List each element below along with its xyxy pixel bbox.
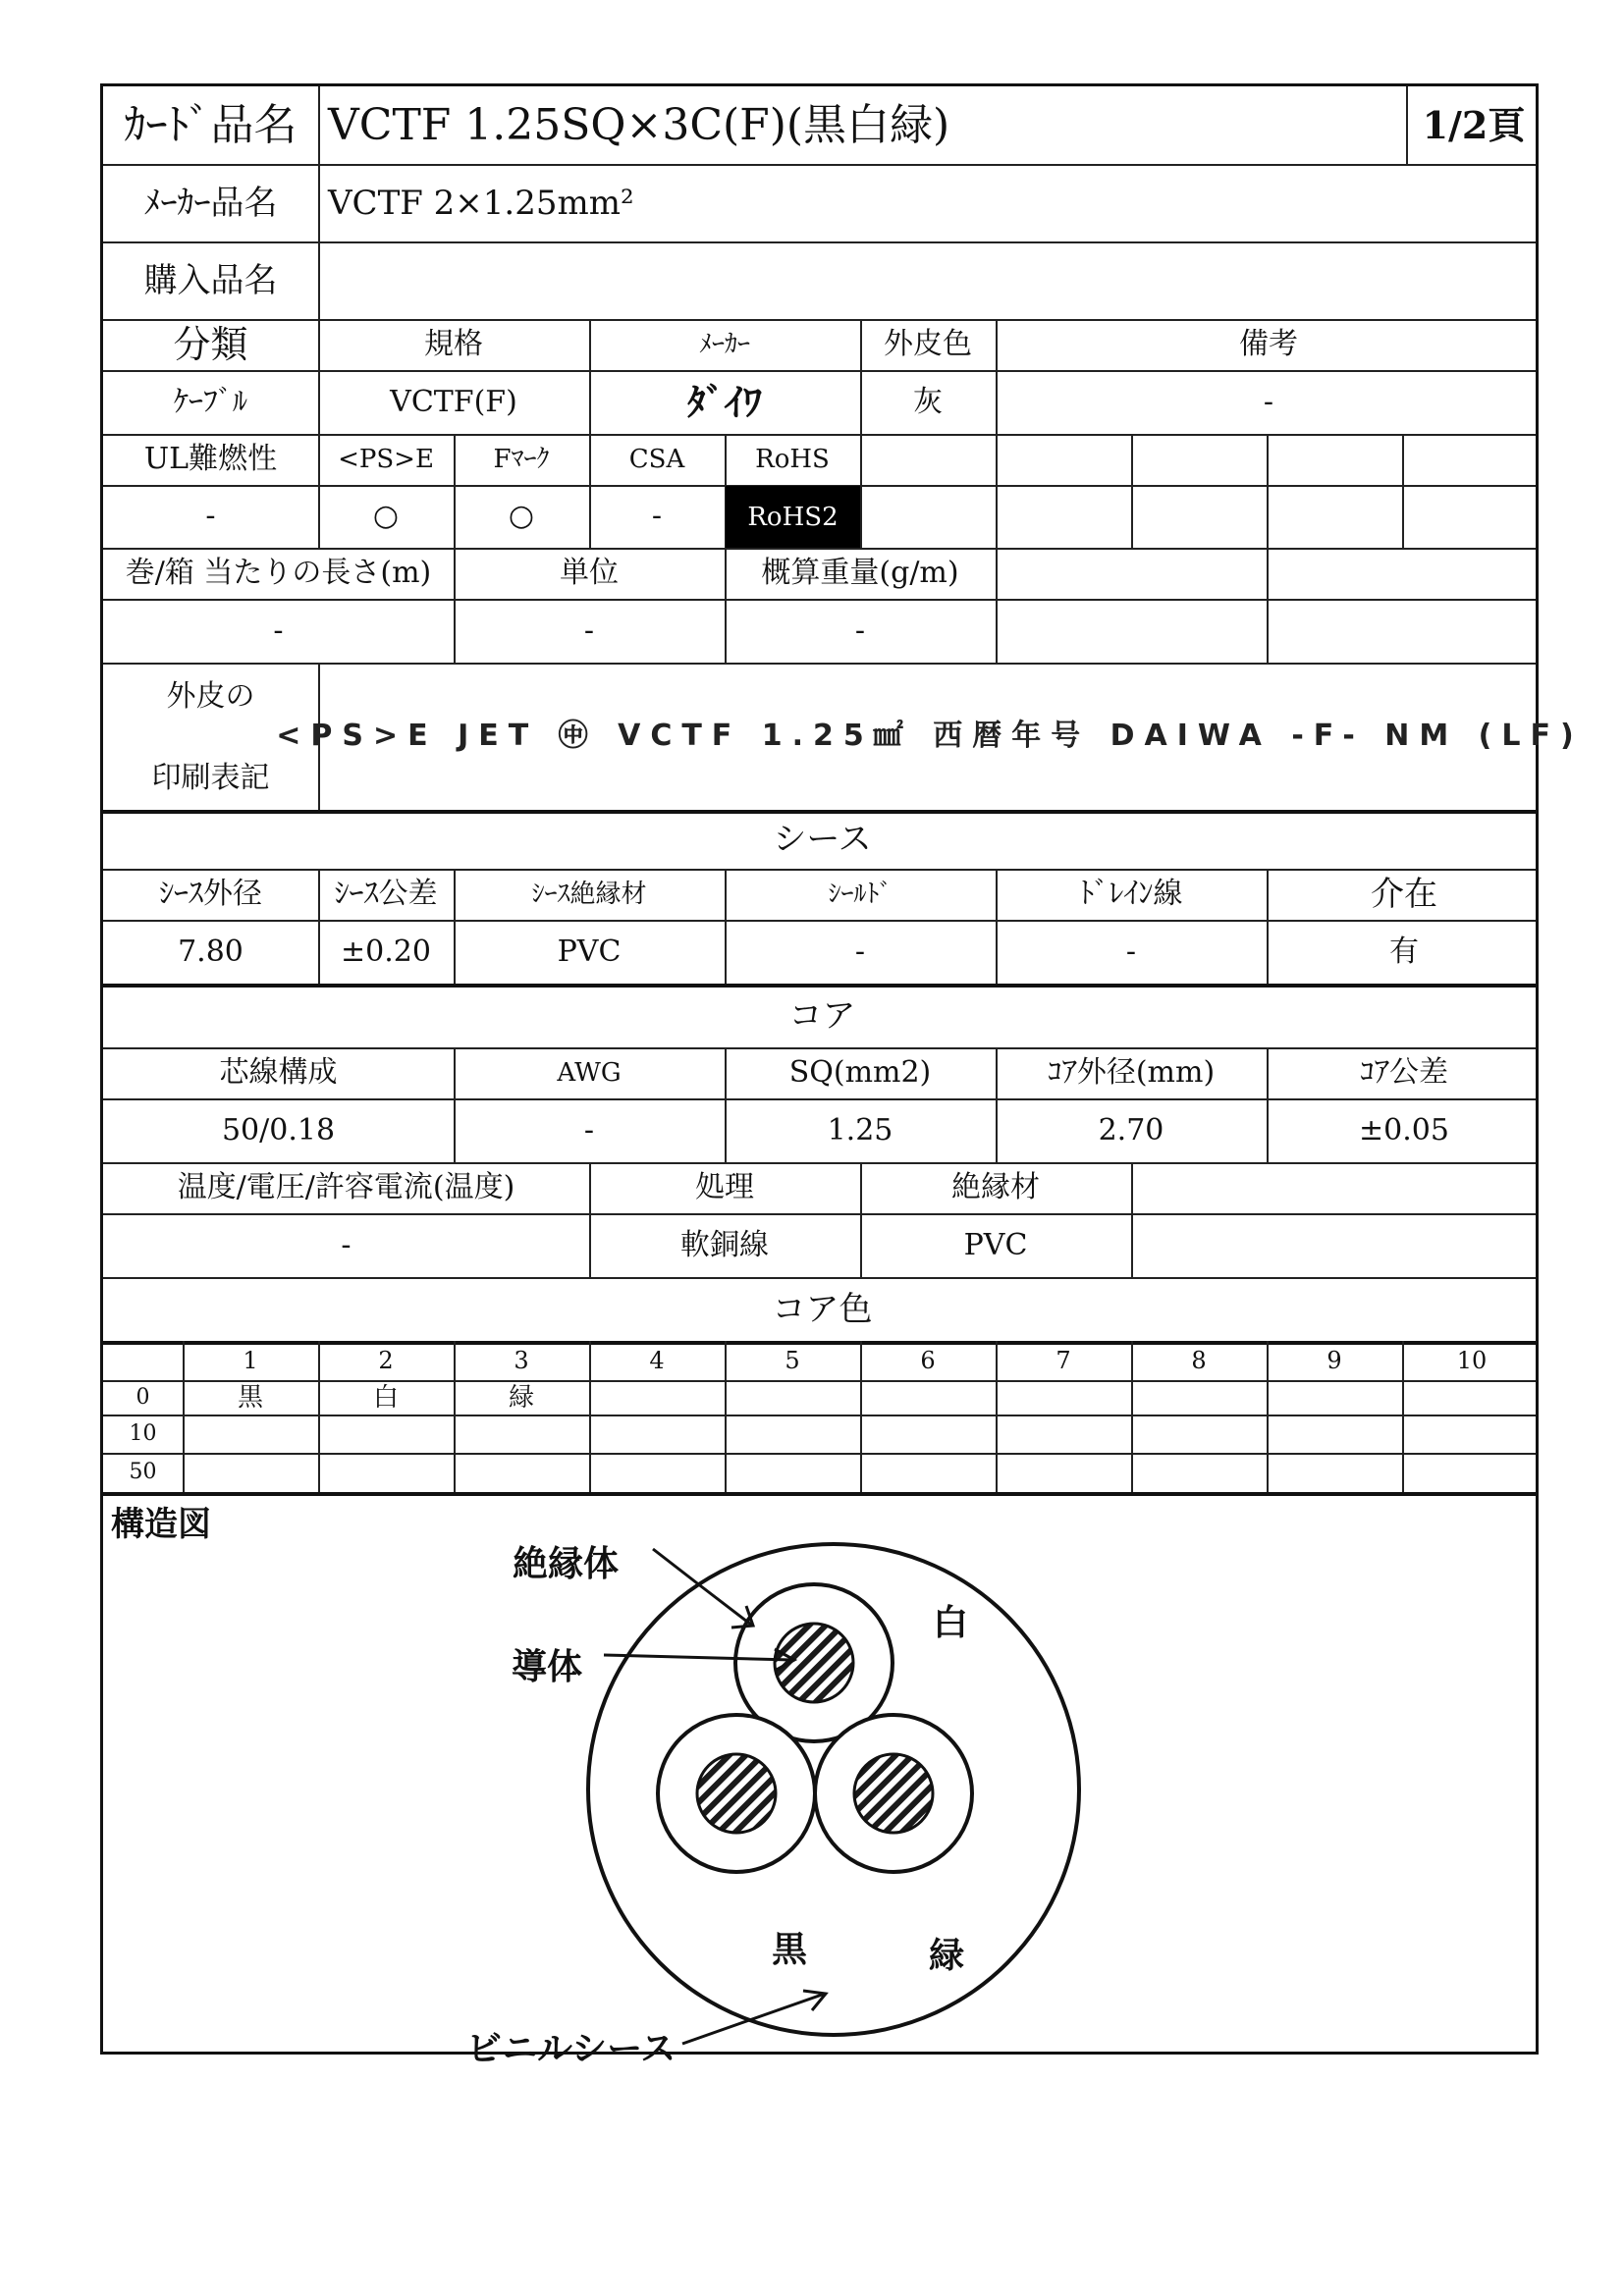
core-od-value: 2.70	[1098, 1112, 1164, 1148]
core-color-cell: 黒	[237, 1382, 263, 1413]
core-color-cell	[996, 1380, 1131, 1415]
rating-header-blank	[1131, 1162, 1542, 1213]
core-color-cell	[1267, 1453, 1402, 1492]
core-color-row-label: 10	[129, 1420, 157, 1446]
classification-value: ｹｰﾌﾞﾙ	[174, 384, 247, 419]
weight-value: -	[854, 613, 866, 648]
sheath-color-value: 灰	[913, 384, 943, 419]
core-color-column-header: 2	[378, 1347, 394, 1374]
core-section-title: コア	[788, 995, 856, 1036]
core-od-header: ｺｱ外径(mm)	[1047, 1055, 1216, 1090]
sq-value: 1.25	[827, 1112, 893, 1148]
shield-value: -	[854, 934, 866, 969]
csa-header: CSA	[628, 445, 685, 474]
cable-cross-section-diagram	[103, 1494, 1536, 2052]
sheath-tolerance-value: ±0.20	[341, 934, 431, 969]
core-color-cell	[318, 1453, 454, 1492]
core-color-column-header: 8	[1191, 1347, 1207, 1374]
sheath-od-value: 7.80	[178, 934, 244, 969]
sheath-tolerance-header: ｼｰｽ公差	[334, 877, 438, 911]
core-color-cell	[1131, 1380, 1267, 1415]
pse-value: ○	[372, 499, 400, 533]
spec-sheet	[100, 83, 1584, 2069]
white-color-label: 白	[933, 1603, 969, 1643]
f-mark-header: Fﾏｰｸ	[493, 445, 550, 474]
weight-header: 概算重量(g/m)	[761, 556, 959, 590]
core-color-section-title: コア色	[772, 1289, 873, 1329]
cert-value-blank	[1402, 485, 1542, 548]
core-color-cell: 白	[372, 1382, 399, 1413]
page-number: 1/2頁	[1422, 102, 1526, 147]
insulator-leader-line	[653, 1549, 751, 1625]
remarks-header: 備考	[1239, 327, 1298, 361]
core-color-cell	[589, 1415, 725, 1453]
core-tolerance-header: ｺｱ公差	[1360, 1055, 1448, 1090]
core-color-cell	[996, 1415, 1131, 1453]
core-color-column-header: 4	[649, 1347, 665, 1374]
unit-header: 単位	[560, 556, 619, 590]
core-color-cell	[1267, 1380, 1402, 1415]
unit-value: -	[583, 613, 595, 648]
ul-flame-header: UL難燃性	[143, 442, 278, 476]
strand-config-value: 50/0.18	[221, 1112, 336, 1148]
rating-header: 温度/電圧/許容電流(温度)	[177, 1170, 515, 1204]
shield-header: ｼｰﾙﾄﾞ	[828, 880, 893, 909]
core-color-cell	[860, 1415, 996, 1453]
sheath-material-header: ｼｰｽ絶縁材	[531, 880, 647, 909]
sheath-leader-line	[682, 1994, 825, 2044]
csa-value: -	[651, 499, 663, 533]
core-color-cell	[725, 1380, 860, 1415]
rohs-header: RoHS	[755, 445, 830, 474]
classification-header: 分類	[173, 323, 248, 366]
length-per-reel-header: 巻/箱 当たりの長さ(m)	[125, 556, 432, 590]
core-color-cell	[860, 1380, 996, 1415]
maker-header: ﾒｰｶｰ	[698, 330, 750, 359]
print-marking-label-bottom: 印刷表記	[151, 761, 270, 795]
insulation-header: 絶縁材	[951, 1170, 1040, 1204]
pse-header: <PS>E	[338, 445, 434, 474]
ul-flame-value: -	[205, 499, 216, 533]
cert-header-blank	[996, 434, 1131, 485]
core-color-row-label: 0	[135, 1384, 150, 1410]
print-marking-text: <PS>E JET ㊥ VCTF 1.25㎟ 西暦年号 DAIWA -F- NM (LF)	[276, 719, 1584, 753]
sheath-od-header: ｼｰｽ外径	[159, 877, 262, 911]
core-color-row-label: 50	[129, 1460, 157, 1484]
core-color-cell	[1131, 1453, 1267, 1492]
awg-header: AWG	[557, 1058, 622, 1088]
insulator-label: 絶縁体	[513, 1544, 620, 1584]
cert-header-blank	[1131, 434, 1267, 485]
conductor-label: 導体	[512, 1647, 583, 1687]
insulation-value: PVC	[963, 1227, 1028, 1262]
sq-header: SQ(mm2)	[788, 1055, 932, 1090]
structure-title: 構造図	[111, 1505, 211, 1544]
treatment-header: 処理	[695, 1170, 754, 1204]
core-color-cell: 緑	[508, 1382, 534, 1413]
black-core-conductor	[697, 1754, 776, 1833]
maker-name-label: ﾒｰｶｰ品名	[143, 183, 278, 223]
purchase-name	[318, 241, 1542, 319]
cert-value-blank	[996, 485, 1131, 548]
core-color-column-header: 9	[1326, 1347, 1342, 1374]
core-tolerance-value: ±0.05	[1359, 1112, 1449, 1148]
length-value-blank	[996, 599, 1267, 663]
core-color-cell	[725, 1453, 860, 1492]
green-color-label: 緑	[929, 1936, 965, 1976]
drain-wire-header: ﾄﾞﾚｲﾝ線	[1079, 877, 1183, 911]
black-color-label: 黒	[772, 1930, 808, 1970]
length-header-blank	[996, 548, 1267, 599]
vinyl-sheath-label: ビニルシース	[466, 2029, 677, 2069]
drain-wire-value: -	[1125, 934, 1137, 969]
core-color-cell	[589, 1453, 725, 1492]
core-color-cell	[318, 1415, 454, 1453]
maker-name: VCTF 2×1.25mm²	[328, 183, 634, 223]
core-color-cell	[996, 1453, 1131, 1492]
cert-header-blank	[860, 434, 996, 485]
core-color-column-header: 3	[514, 1347, 529, 1374]
length-value-blank	[1267, 599, 1542, 663]
sheath-color-header: 外皮色	[884, 327, 972, 361]
cert-value-blank	[860, 485, 996, 548]
remarks-value: -	[1263, 384, 1274, 419]
core-color-cell	[454, 1453, 589, 1492]
core-color-cell	[1402, 1415, 1542, 1453]
core-color-column-header: 1	[243, 1347, 258, 1374]
rating-value-blank	[1131, 1213, 1542, 1277]
cert-header-blank	[1402, 434, 1542, 485]
treatment-value: 軟銅線	[680, 1227, 769, 1262]
core-color-cell	[1267, 1415, 1402, 1453]
cert-header-blank	[1267, 434, 1402, 485]
core-color-cell	[1402, 1453, 1542, 1492]
core-color-column-header: 10	[1456, 1347, 1488, 1374]
core-color-cell	[1402, 1380, 1542, 1415]
length-per-reel-value: -	[273, 613, 284, 648]
core-color-cell	[183, 1453, 318, 1492]
awg-value: -	[583, 1112, 595, 1148]
cert-value-blank	[1267, 485, 1402, 548]
filler-value: 有	[1389, 934, 1419, 969]
core-color-cell	[183, 1415, 318, 1453]
rohs-value: RoHS2	[726, 486, 860, 548]
core-color-cell	[860, 1453, 996, 1492]
cert-value-blank	[1131, 485, 1267, 548]
green-core-conductor	[854, 1754, 933, 1833]
core-color-cell	[725, 1415, 860, 1453]
core-color-column-header: 7	[1056, 1347, 1071, 1374]
standard-value: VCTF(F)	[390, 384, 517, 419]
core-color-column-header: 5	[785, 1347, 800, 1374]
f-mark-value: ○	[508, 499, 535, 533]
core-color-cell	[454, 1415, 589, 1453]
print-marking-label-top: 外皮の	[166, 679, 255, 714]
length-header-blank	[1267, 548, 1542, 599]
purchase-name-label: 購入品名	[143, 260, 278, 300]
filler-header: 介在	[1371, 875, 1437, 914]
core-color-column-header: 6	[920, 1347, 936, 1374]
sheath-section-title: シース	[773, 820, 872, 859]
sheath-material-value: PVC	[557, 934, 622, 969]
rating-value: -	[341, 1227, 352, 1262]
card-name-label: ｶｰﾄﾞ品名	[124, 99, 298, 150]
standard-header: 規格	[424, 327, 483, 361]
core-color-cell	[1131, 1415, 1267, 1453]
card-name: VCTF 1.25SQ×3C(F)(黒白緑)	[328, 99, 950, 150]
core-color-cell	[589, 1380, 725, 1415]
strand-config-header: 芯線構成	[219, 1055, 338, 1090]
maker-value: ﾀﾞｲﾜ	[686, 380, 762, 424]
